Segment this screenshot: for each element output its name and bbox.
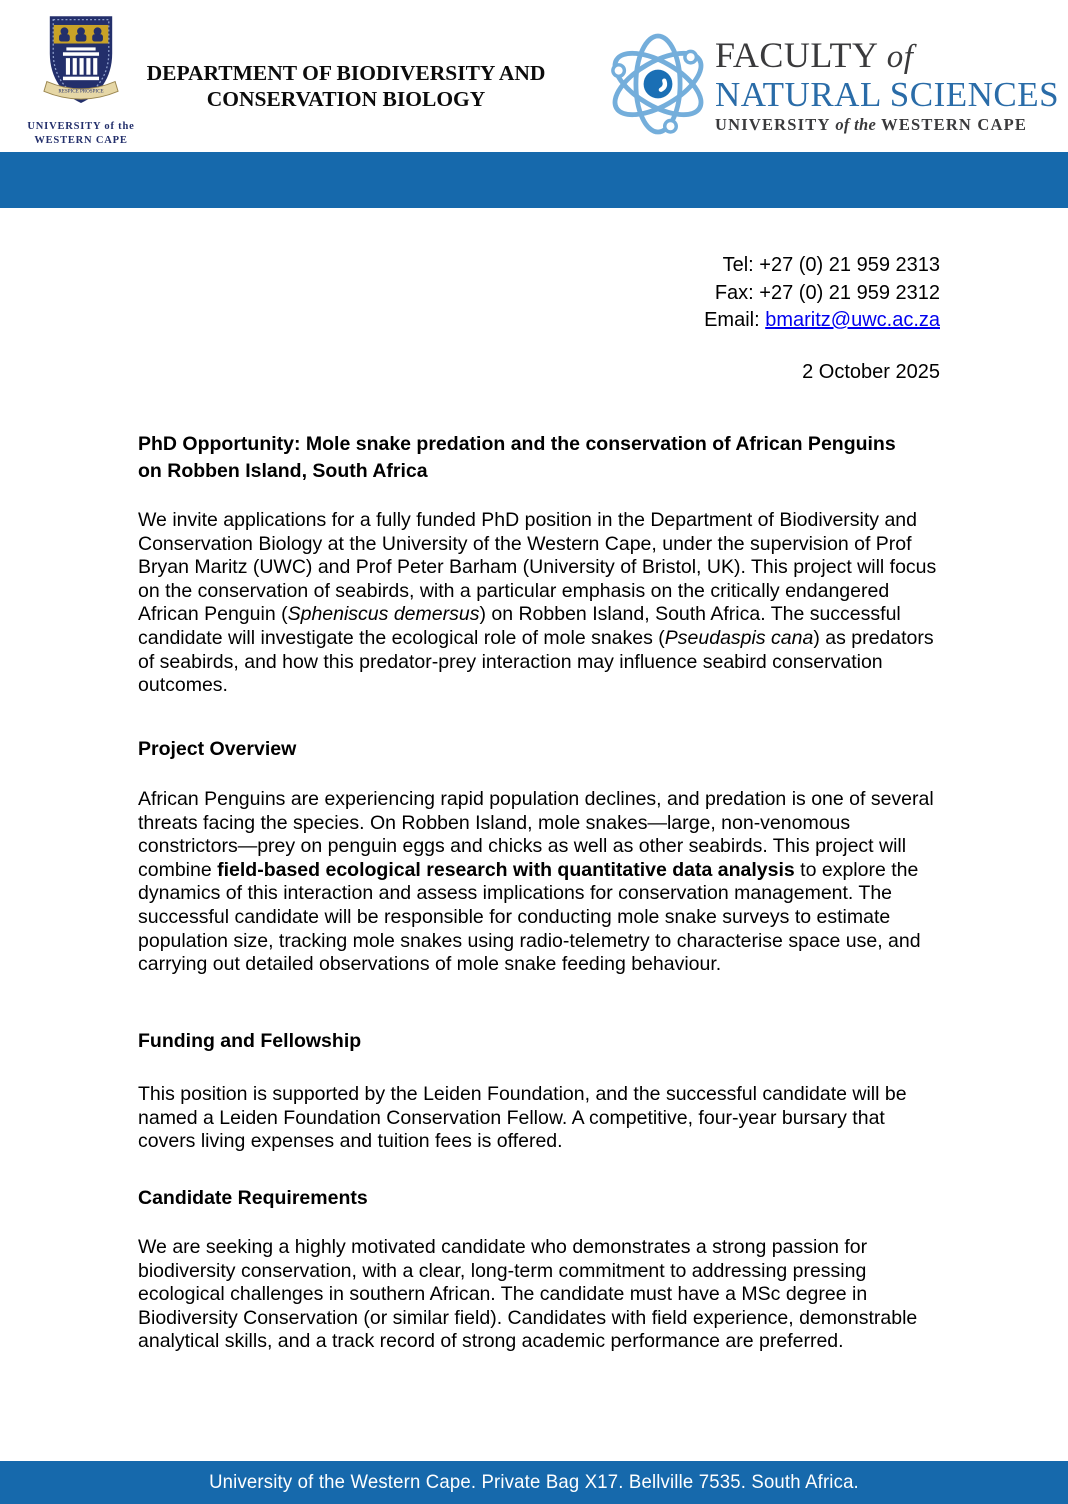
- text-run: We are seeking a highly motivated candidate who demonstrates a strong passion for biodiversity conservation, with a clear, long-term commitment to addressing pressing ecological challenges in southern African. The candidate must have a MSc degree in Biodiversity Conservation (or similar field). Candidates with field experience, demonstrable analytical skills, and a track record of strong academic performance are preferred.: [138, 1236, 918, 1353]
- faculty-line3-university: UNIVERSITY: [715, 115, 830, 134]
- section-paragraph: [138, 1236, 940, 1354]
- uwc-crest-shield-icon: [42, 14, 120, 112]
- faculty-line3-western-cape: WESTERN CAPE: [881, 115, 1028, 134]
- faculty-word: FACULTY: [715, 35, 878, 75]
- department-title: [128, 60, 564, 112]
- footer-bar: [0, 1461, 1068, 1504]
- text-run: We invite applications for a fully funded PhD position in the Department of Biodiversity and Conservation Biology at the University of the Western Cape, under the supervision of Prof Bryan Maritz (UWC) and Prof Peter Barham (University of Bristol, UK). This project will focus on the conservation of seabirds, with a particular emphasis on the critically endangered African Penguin (: [138, 509, 937, 626]
- faculty-of: of: [886, 39, 914, 75]
- contact-block: [704, 252, 940, 335]
- text-run: ) on Robben Island, South Africa. The successful candidate will investigate the ecological role of mole snakes (: [138, 603, 901, 649]
- email-link[interactable]: bmaritz@uwc.ac.za: [765, 309, 940, 331]
- faculty-line1: [715, 36, 1059, 76]
- section-paragraph: [138, 788, 940, 977]
- date-line: 2 October 2025: [802, 361, 940, 383]
- text-run: field-based ecological research with quantitative data analysis: [217, 858, 795, 881]
- tel-line: Tel: +27 (0) 21 959 2313: [722, 254, 940, 276]
- footer-text: University of the Western Cape. Private Bag X17. Bellville 7535. South Africa.: [209, 1471, 859, 1493]
- email-label: Email:: [704, 309, 766, 331]
- uwc-crest-logo: [22, 14, 140, 148]
- crest-caption-line2: WESTERN CAPE: [34, 135, 128, 146]
- text-run: Spheniscus demersus: [287, 603, 480, 626]
- doc-title: PhD Opportunity: Mole snake predation and the conservation of African Penguins on Robben Island, South Africa: [138, 433, 896, 482]
- text-run: ) as predators of seabirds, and how this predator-prey interaction may influence seabird conservation outcomes.: [138, 626, 934, 697]
- section-heading: Project Overview: [138, 738, 297, 760]
- section-heading: Candidate Requirements: [138, 1187, 368, 1209]
- header-blue-banner: [0, 152, 1068, 208]
- atom-icon: [610, 30, 706, 138]
- faculty-line3-of-the: of the: [835, 115, 877, 134]
- email-line: [704, 307, 940, 335]
- section-paragraph: [138, 1083, 940, 1154]
- crest-caption-line1: UNIVERSITY of the: [27, 121, 135, 132]
- text-run: This position is supported by the Leiden Foundation, and the successful candidate will be named a Leiden Foundation Conservation Fellow. A competitive, four-year bursary that covers living expenses and tuition fees is offered.: [138, 1083, 907, 1153]
- faculty-logo: [610, 30, 1059, 138]
- department-title-line2: CONSERVATION BIOLOGY: [206, 87, 486, 111]
- text-run: African Penguins are experiencing rapid population declines, and predation is one of several threats facing the species. On Robben Island, mole snakes—large, non-venomous constrictors—prey on penguin eggs and chicks as well as other seabirds. This project will combine: [138, 788, 934, 881]
- crest-motto: RESPICE PROSPICE: [58, 88, 104, 95]
- section-heading: Funding and Fellowship: [138, 1030, 362, 1052]
- fax-line: Fax: +27 (0) 21 959 2312: [714, 281, 940, 304]
- intro-paragraph: [138, 509, 940, 698]
- faculty-line2: NATURAL SCIENCES: [715, 75, 1060, 114]
- text-run: Pseudaspis cana: [664, 626, 814, 649]
- text-run: to explore the dynamics of this interaction and assess implications for conservation management. The successful candidate will be responsible for conducting mole snake surveys to estimate population size, tracking mole snakes using radio-telemetry to characterise space use, and carrying out detailed observations of mole snake feeding behaviour.: [138, 858, 921, 976]
- faculty-line3: [715, 115, 1059, 135]
- department-title-line1: DEPARTMENT OF BIODIVERSITY AND: [146, 61, 546, 85]
